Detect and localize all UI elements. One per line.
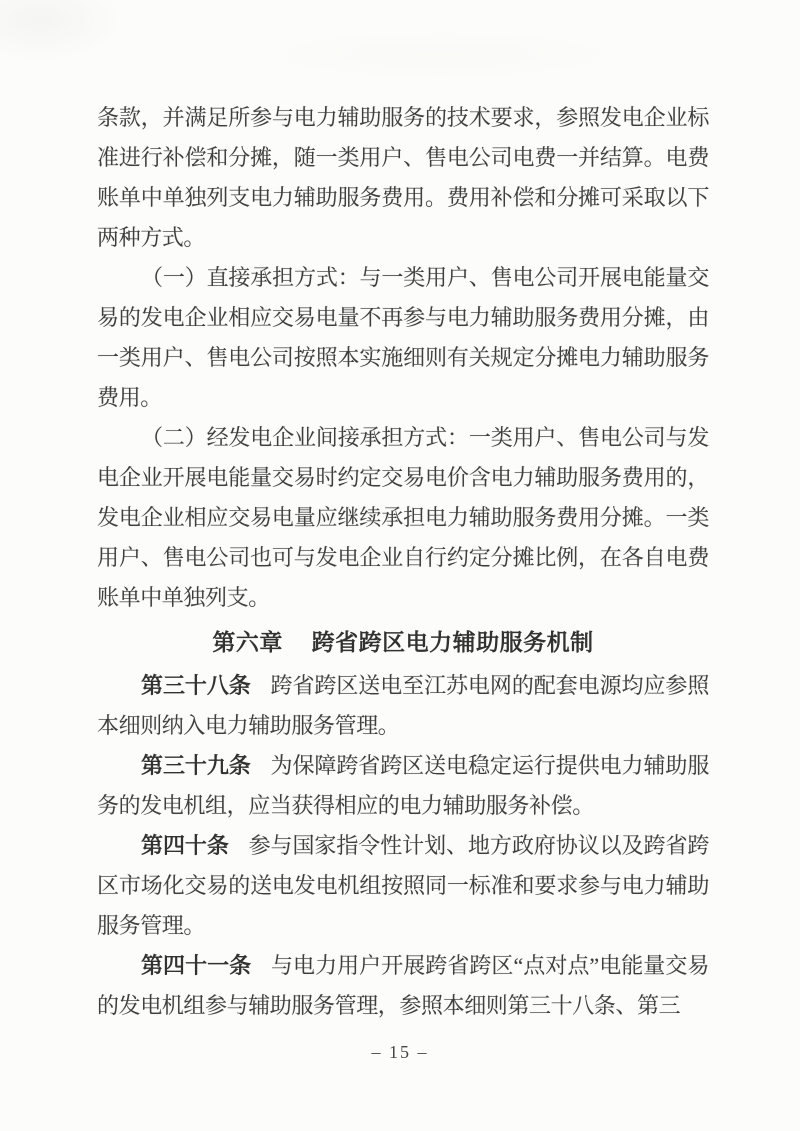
article-40-text: 参与国家指令性计划、地方政府协议以及跨省跨区市场化交易的送电发电机组按照同一标准和要求参与电力辅助服务管理。 <box>97 833 709 938</box>
page-content <box>97 98 709 1026</box>
page-number: – 15 – <box>371 1042 429 1062</box>
chapter-number: 第六章 <box>212 629 283 655</box>
body-paragraph-continuation: 条款，并满足所参与电力辅助服务的技术要求，参照发电企业标准进行补偿和分摊，随一类用户、售电公司电费一并结算。电费账单中单独列支电力辅助服务费用。费用补偿和分摊可采取以下两种方式。 <box>97 105 709 250</box>
body-paragraph-item-2: （二）经发电企业间接承担方式：一类用户、售电公司与发电企业开展电能量交易时约定交易电价含电力辅助服务费用的，发电企业相应交易电量应继续承担电力辅助服务费用分摊。一类用户、售电公司也可与发电企业自行约定分摊比例，在各自电费账单中单独列支。 <box>97 425 709 610</box>
chapter-heading <box>97 622 709 662</box>
article-39 <box>97 746 709 826</box>
article-39-label: 第三十九条 <box>141 753 251 778</box>
article-41 <box>97 946 709 1026</box>
body-paragraph-item-1: （一）直接承担方式：与一类用户、售电公司开展电能量交易的发电企业相应交易电量不再参与电力辅助服务费用分摊，由一类用户、售电公司按照本实施细则有关规定分摊电力辅助服务费用。 <box>97 265 709 410</box>
article-38-label: 第三十八条 <box>141 673 251 698</box>
article-38-text: 跨省跨区送电至江苏电网的配套电源均应参照本细则纳入电力辅助服务管理。 <box>97 673 709 738</box>
article-39-text: 为保障跨省跨区送电稳定运行提供电力辅助服务的发电机组，应当获得相应的电力辅助服务补偿。 <box>97 753 709 818</box>
chapter-title: 跨省跨区电力辅助服务机制 <box>311 629 594 655</box>
article-38 <box>97 666 709 746</box>
article-40 <box>97 826 709 946</box>
article-41-label: 第四十一条 <box>141 953 252 978</box>
article-41-text: 与电力用户开展跨省跨区“点对点”电能量交易的发电机组参与辅助服务管理，参照本细则第三十八条、第三 <box>97 953 709 1018</box>
article-40-label: 第四十条 <box>141 833 229 858</box>
